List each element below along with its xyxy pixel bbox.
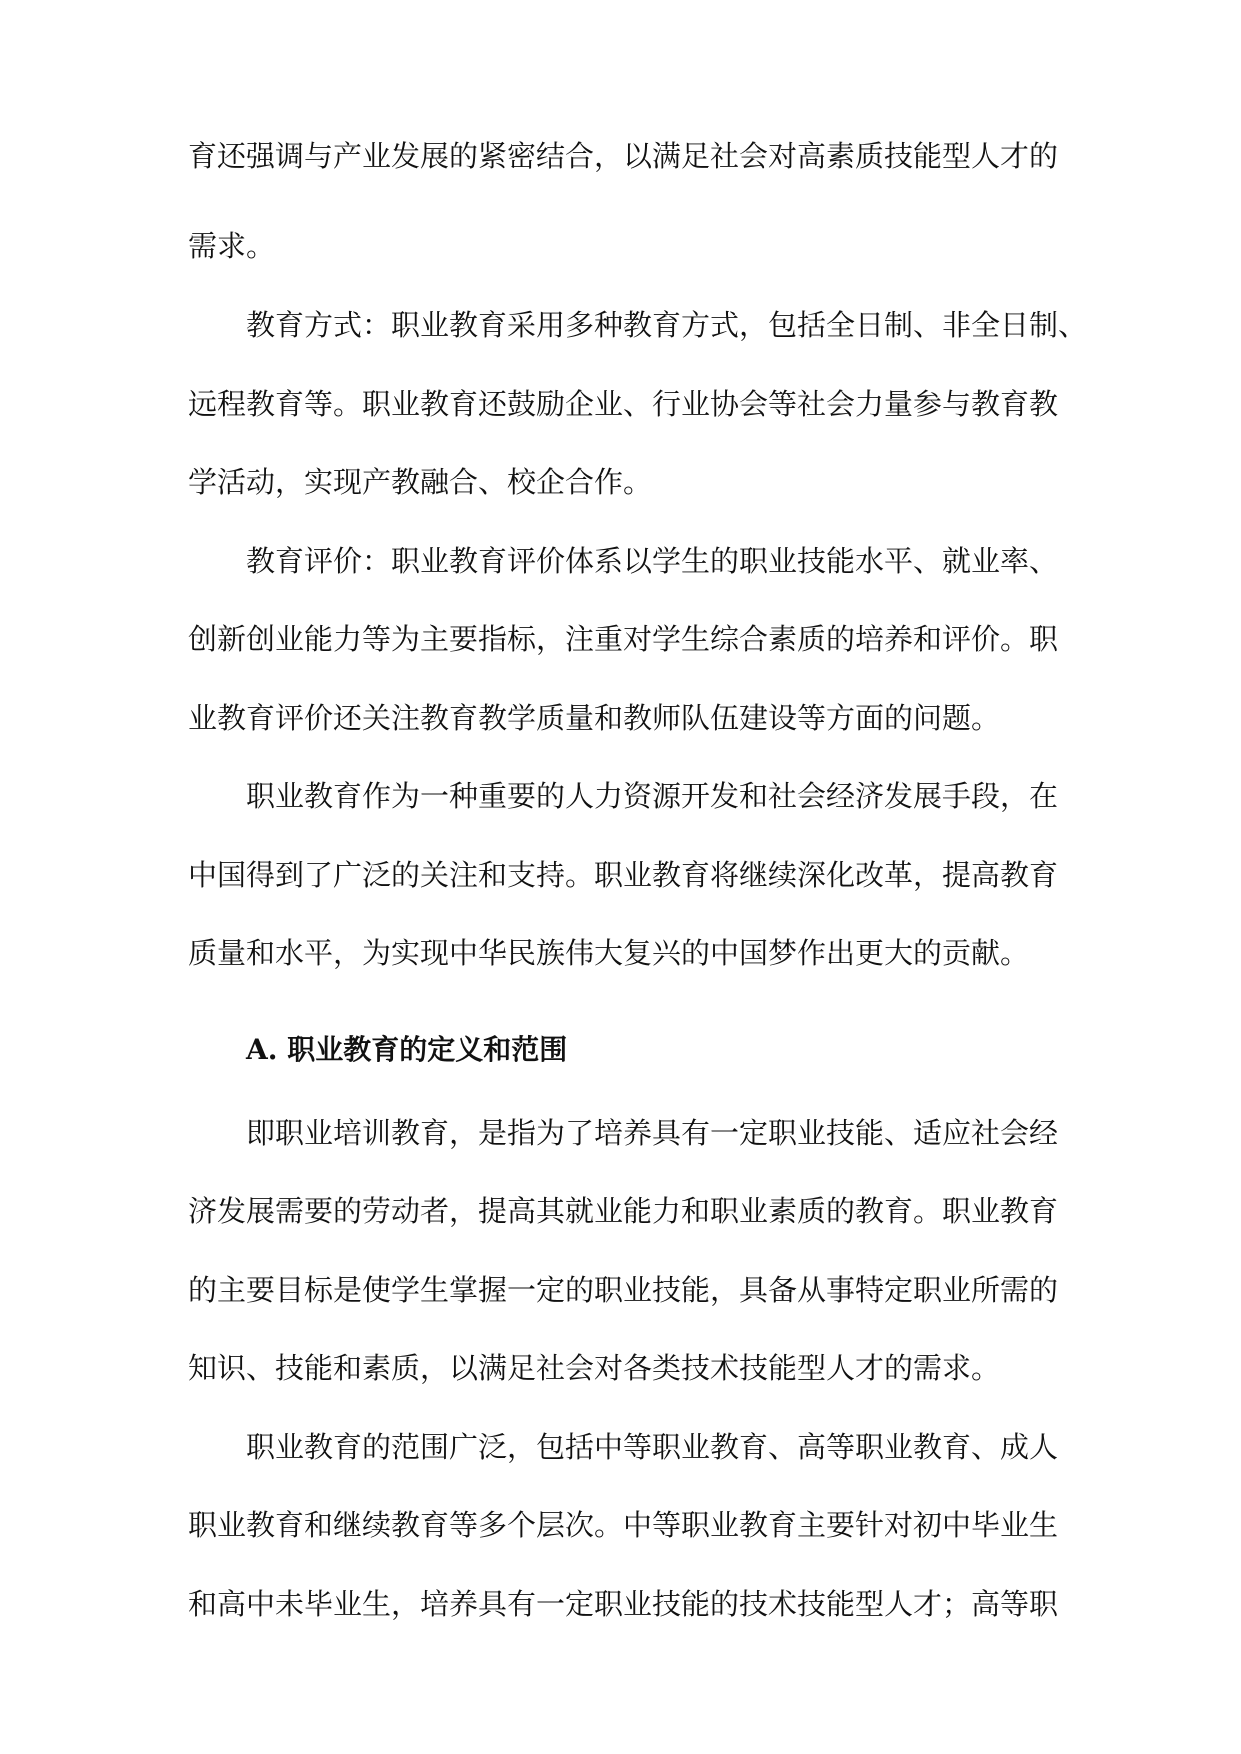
paragraph-line: 和高中未毕业生，培养具有一定职业技能的技术技能型人才；高等职 bbox=[188, 1587, 1059, 1621]
paragraph-line: 职业教育的范围广泛，包括中等职业教育、高等职业教育、成人 bbox=[246, 1430, 1059, 1464]
paragraph-line: 质量和水平，为实现中华民族伟大复兴的中国梦作出更大的贡献。 bbox=[188, 936, 1030, 970]
paragraph-line: 需求。 bbox=[188, 229, 276, 263]
paragraph-line: 职业教育作为一种重要的人力资源开发和社会经济发展手段，在 bbox=[246, 779, 1059, 813]
paragraph-line: 远程教育等。职业教育还鼓励企业、行业协会等社会力量参与教育教 bbox=[188, 387, 1059, 421]
paragraph-line: 教育方式：职业教育采用多种教育方式，包括全日制、非全日制、 bbox=[246, 308, 1088, 342]
paragraph-line: 的主要目标是使学生掌握一定的职业技能，具备从事特定职业所需的 bbox=[188, 1273, 1059, 1307]
paragraph-line: 职业教育和继续教育等多个层次。中等职业教育主要针对初中毕业生 bbox=[188, 1508, 1059, 1542]
section-heading: A. 职业教育的定义和范围 bbox=[246, 1033, 568, 1066]
paragraph-line: 创新创业能力等为主要指标，注重对学生综合素质的培养和评价。职 bbox=[188, 622, 1059, 656]
paragraph-line: 育还强调与产业发展的紧密结合，以满足社会对高素质技能型人才的 bbox=[188, 139, 1059, 173]
paragraph-line: 教育评价：职业教育评价体系以学生的职业技能水平、就业率、 bbox=[246, 544, 1059, 578]
paragraph-line: 业教育评价还关注教育教学质量和教师队伍建设等方面的问题。 bbox=[188, 701, 1001, 735]
paragraph-line: 知识、技能和素质，以满足社会对各类技术技能型人才的需求。 bbox=[188, 1351, 1001, 1385]
paragraph-line: 学活动，实现产教融合、校企合作。 bbox=[188, 465, 653, 499]
paragraph-line: 济发展需要的劳动者，提高其就业能力和职业素质的教育。职业教育 bbox=[188, 1194, 1059, 1228]
paragraph-line: 即职业培训教育，是指为了培养具有一定职业技能、适应社会经 bbox=[246, 1116, 1059, 1150]
paragraph-line: 中国得到了广泛的关注和支持。职业教育将继续深化改革，提高教育 bbox=[188, 858, 1059, 892]
